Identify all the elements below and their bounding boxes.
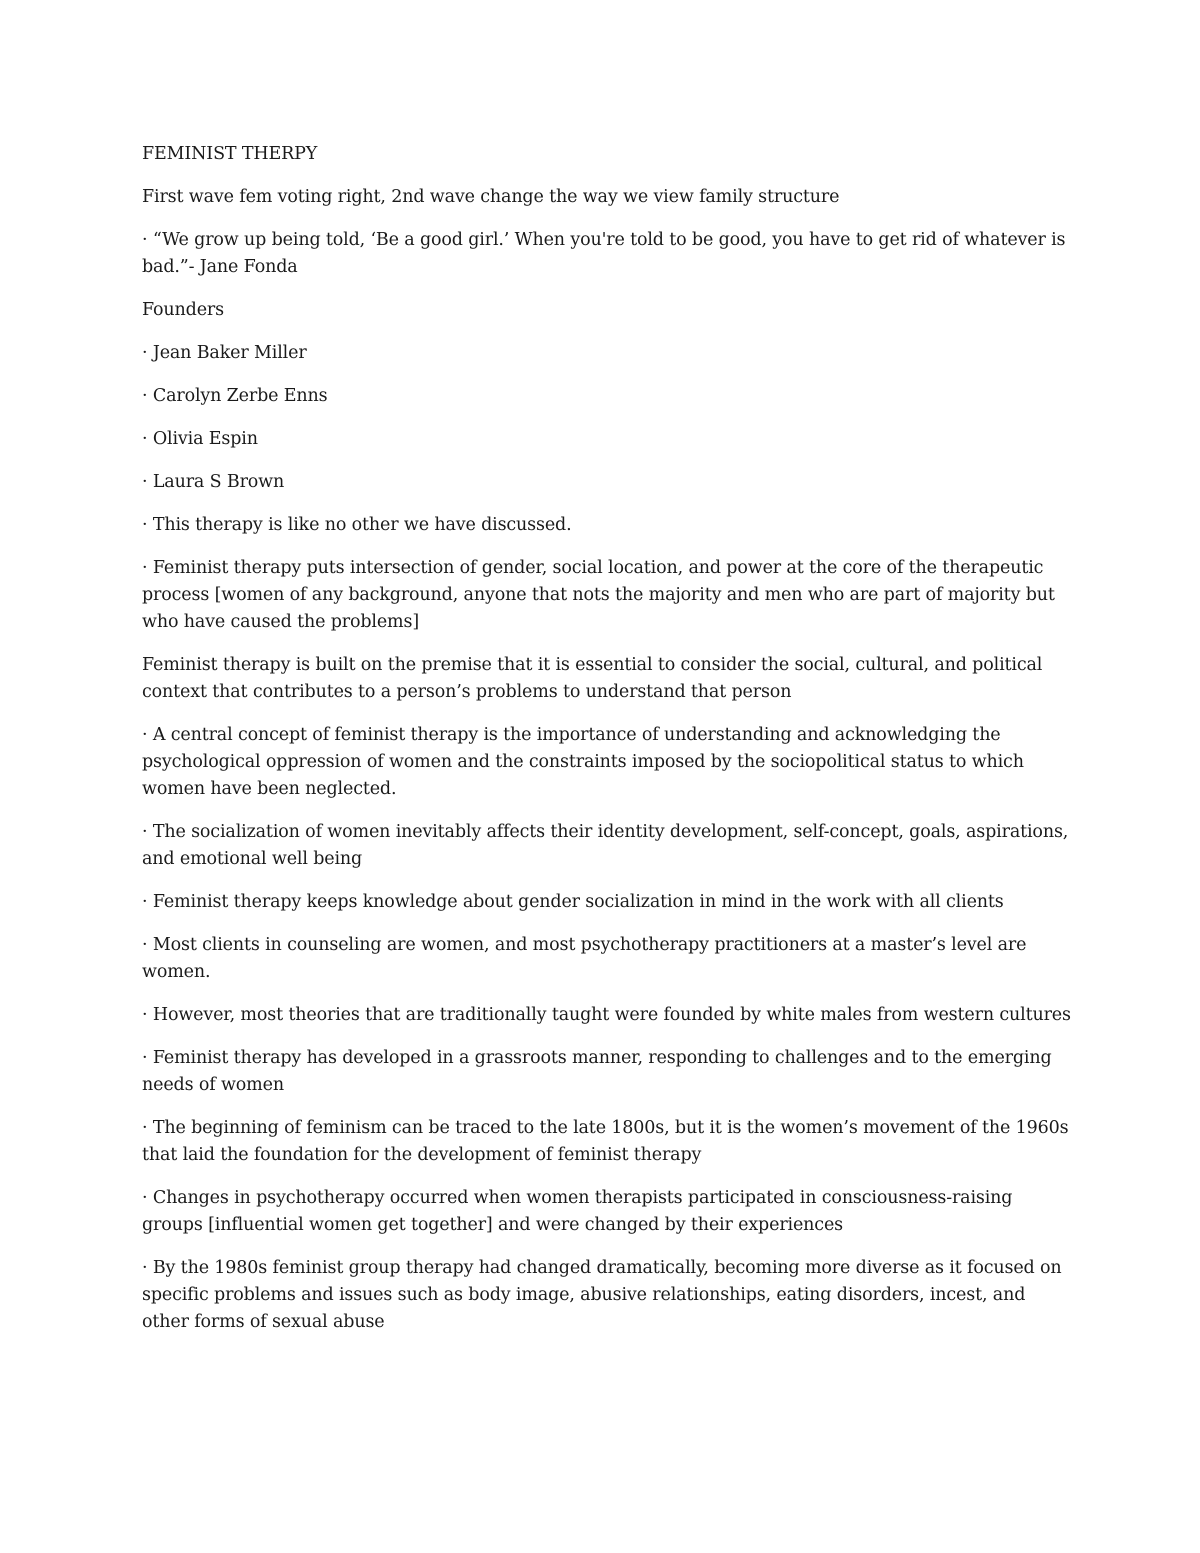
premise-paragraph: Feminist therapy is built on the premise that it is essential to consider the social, cultural, and political context that contributes to a person’s problems to understand that person <box>142 655 1043 702</box>
founder-item: · Carolyn Zerbe Enns <box>142 383 1072 410</box>
bullet-point: · A central concept of feminist therapy is the importance of understanding and acknowledging the psychological oppression of women and the constraints imposed by the sociopolitical status to which women have been neglected. <box>142 722 1072 803</box>
document-title: FEMINIST THERPY <box>142 144 318 164</box>
quote-paragraph: · “We grow up being told, ‘Be a good girl.’ When you're told to be good, you have to get rid of whatever is bad.”- Jane Fonda <box>142 227 1072 281</box>
bullet-point: · This therapy is like no other we have discussed. <box>142 512 1072 539</box>
bullet-point: · By the 1980s feminist group therapy had changed dramatically, becoming more diverse as it focused on specific problems and issues such as body image, abusive relationships, eating disorders, incest, and other forms of sexual abuse <box>142 1255 1072 1336</box>
bullet-point: · Feminist therapy puts intersection of gender, social location, and power at the core of the therapeutic process [women of any background, anyone that nots the majority and men who are part of majority but who have caused the problems] <box>142 555 1072 636</box>
bullet-point: · The socialization of women inevitably affects their identity development, self-concept, goals, aspirations, and emotional well being <box>142 819 1072 873</box>
bullet-point: · Most clients in counseling are women, and most psychotherapy practitioners at a master’s level are women. <box>142 932 1072 986</box>
founder-item: · Jean Baker Miller <box>142 340 1072 367</box>
intro-paragraph: First wave fem voting right, 2nd wave change the way we view family structure <box>142 187 840 207</box>
bullet-point: · Feminist therapy keeps knowledge about gender socialization in mind in the work with all clients <box>142 889 1072 916</box>
founders-heading: Founders <box>142 300 224 320</box>
document-body <box>142 141 1072 1352</box>
founder-item: · Laura S Brown <box>142 469 1072 496</box>
bullet-point: · The beginning of feminism can be traced to the late 1800s, but it is the women’s movement of the 1960s that laid the foundation for the development of feminist therapy <box>142 1115 1072 1169</box>
bullet-point: · Feminist therapy has developed in a grassroots manner, responding to challenges and to the emerging needs of women <box>142 1045 1072 1099</box>
bullet-point: · However, most theories that are traditionally taught were founded by white males from western cultures <box>142 1002 1072 1029</box>
bullet-point: · Changes in psychotherapy occurred when women therapists participated in consciousness-raising groups [influential women get together] and were changed by their experiences <box>142 1185 1072 1239</box>
founder-item: · Olivia Espin <box>142 426 1072 453</box>
